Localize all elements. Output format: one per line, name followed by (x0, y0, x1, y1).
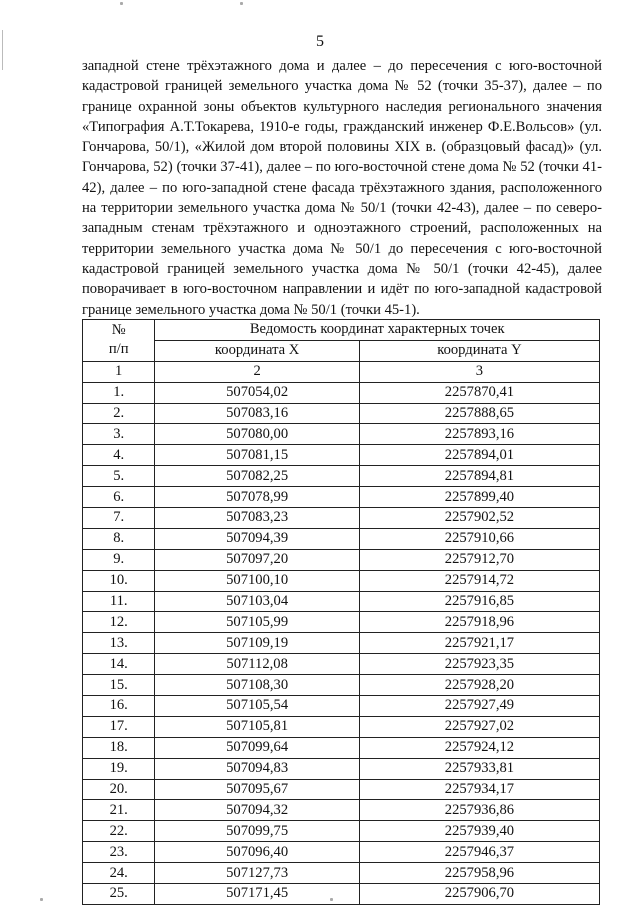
y-coordinate-cell: 2257902,52 (359, 508, 599, 529)
y-coordinate-cell: 2257912,70 (359, 549, 599, 570)
y-coordinate-cell: 2257958,96 (359, 863, 599, 884)
x-coordinate-cell: 507082,25 (155, 466, 359, 487)
x-coordinate-cell: 507099,75 (155, 821, 359, 842)
y-coordinate-cell: 2257946,37 (359, 842, 599, 863)
table-row (83, 528, 600, 549)
body-paragraph: западной стене трёхэтажного дома и далее – до пересечения с юго-восточной кадастровой границей земельного участка дома № 52 (точки 35-37), далее – по границе охранной зоны объектов культурного наследия регионального значения «Типография А.Т.Токарева, 1910-е годы, гражданский инженер Ф.Е.Вольсов» (ул. Гончарова, 50/1), «Жилой дом второй половины XIX в. (образцовый фасад)» (ул. Гончарова, 52) (точки 37-41), далее – по юго-восточной стене дома № 52 (точки 41-42), далее – по юго-западной стене фасада трёхэтажного здания, расположенного на территории земельного участка дома № 50/1 (точки 42-43), далее – по северо-западным стенам трёхэтажного и одноэтажного строений, расположенных на территории земельного участка дома № 50/1 до пересечения с юго-восточной кадастровой границей земельного участка дома № 50/1 (точки 42-45), далее поворачивает в юго-восточном направлении и идёт по юго-западной кадастровой границе земельного участка дома № 50/1 (точки 45-1). (82, 58, 602, 318)
table-row (83, 654, 600, 675)
x-coordinate-cell: 507108,30 (155, 675, 359, 696)
x-coordinate-cell: 507094,32 (155, 800, 359, 821)
x-coordinate-cell: 507109,19 (155, 633, 359, 654)
row-number-cell: 2. (83, 403, 155, 424)
y-coordinate-cell: 2257888,65 (359, 403, 599, 424)
row-number-cell: 10. (83, 570, 155, 591)
table-subheader-row (83, 340, 600, 361)
y-coordinate-cell: 2257916,85 (359, 591, 599, 612)
row-number-cell: 22. (83, 821, 155, 842)
x-coordinate-cell: 507127,73 (155, 863, 359, 884)
x-coordinate-cell: 507100,10 (155, 570, 359, 591)
number-header-line1: № (111, 322, 126, 339)
y-coordinate-cell: 2257906,70 (359, 884, 599, 905)
row-number-cell: 14. (83, 654, 155, 675)
table-row (83, 612, 600, 633)
table-row (83, 382, 600, 403)
table-row (83, 570, 600, 591)
x-coordinate-cell: 507094,39 (155, 528, 359, 549)
coordinates-table (82, 319, 600, 905)
row-number-cell: 21. (83, 800, 155, 821)
table-row (83, 800, 600, 821)
row-number-cell: 9. (83, 549, 155, 570)
y-coordinate-cell: 2257910,66 (359, 528, 599, 549)
row-number-cell: 24. (83, 863, 155, 884)
x-coordinate-cell: 507095,67 (155, 779, 359, 800)
row-number-cell: 11. (83, 591, 155, 612)
table-row (83, 716, 600, 737)
table-row (83, 487, 600, 508)
y-column-header: координата Y (359, 340, 599, 361)
row-number-cell: 19. (83, 758, 155, 779)
table-row (83, 633, 600, 654)
scan-speck (120, 2, 123, 5)
column-index-row (83, 361, 600, 382)
x-coordinate-cell: 507081,15 (155, 445, 359, 466)
x-coordinate-cell: 507105,54 (155, 696, 359, 717)
x-coordinate-cell: 507083,23 (155, 508, 359, 529)
table-row (83, 445, 600, 466)
x-coordinate-cell: 507105,81 (155, 716, 359, 737)
row-number-cell: 20. (83, 779, 155, 800)
x-coordinate-cell: 507096,40 (155, 842, 359, 863)
x-coordinate-cell: 507094,83 (155, 758, 359, 779)
y-coordinate-cell: 2257934,17 (359, 779, 599, 800)
table-row (83, 591, 600, 612)
x-column-header: координата X (155, 340, 359, 361)
y-coordinate-cell: 2257870,41 (359, 382, 599, 403)
table-body (83, 361, 600, 904)
x-coordinate-cell: 507105,99 (155, 612, 359, 633)
table-row (83, 466, 600, 487)
scan-speck (240, 2, 243, 5)
x-coordinate-cell: 507099,64 (155, 737, 359, 758)
row-number-cell: 23. (83, 842, 155, 863)
x-coordinate-cell: 507054,02 (155, 382, 359, 403)
table-row (83, 884, 600, 905)
row-number-cell: 16. (83, 696, 155, 717)
table-row (83, 675, 600, 696)
table-row (83, 737, 600, 758)
table-row (83, 863, 600, 884)
y-coordinate-cell: 2257899,40 (359, 487, 599, 508)
row-number-cell: 4. (83, 445, 155, 466)
table-row (83, 403, 600, 424)
table-row (83, 549, 600, 570)
number-header-line2: п/п (108, 341, 129, 358)
y-coordinate-cell: 2257893,16 (359, 424, 599, 445)
table-row (83, 696, 600, 717)
column-index-cell: 3 (359, 361, 599, 382)
row-number-cell: 17. (83, 716, 155, 737)
table-row (83, 508, 600, 529)
table-header-row (83, 320, 600, 341)
table-row (83, 842, 600, 863)
row-number-cell: 15. (83, 675, 155, 696)
y-coordinate-cell: 2257933,81 (359, 758, 599, 779)
row-number-cell: 7. (83, 508, 155, 529)
y-coordinate-cell: 2257914,72 (359, 570, 599, 591)
y-coordinate-cell: 2257918,96 (359, 612, 599, 633)
column-index-cell: 2 (155, 361, 359, 382)
y-coordinate-cell: 2257921,17 (359, 633, 599, 654)
x-coordinate-cell: 507083,16 (155, 403, 359, 424)
y-coordinate-cell: 2257923,35 (359, 654, 599, 675)
page-number: 5 (316, 33, 324, 50)
x-coordinate-cell: 507078,99 (155, 487, 359, 508)
row-number-cell: 1. (83, 382, 155, 403)
row-number-cell: 3. (83, 424, 155, 445)
y-coordinate-cell: 2257928,20 (359, 675, 599, 696)
table-row (83, 779, 600, 800)
y-coordinate-cell: 2257924,12 (359, 737, 599, 758)
table-row (83, 758, 600, 779)
row-number-cell: 25. (83, 884, 155, 905)
x-coordinate-cell: 507112,08 (155, 654, 359, 675)
table-row (83, 821, 600, 842)
x-coordinate-cell: 507097,20 (155, 549, 359, 570)
row-number-cell: 5. (83, 466, 155, 487)
row-number-cell: 12. (83, 612, 155, 633)
y-coordinate-cell: 2257927,02 (359, 716, 599, 737)
number-column-header (83, 320, 155, 362)
column-index-cell: 1 (83, 361, 155, 382)
row-number-cell: 13. (83, 633, 155, 654)
table-row (83, 424, 600, 445)
scan-speck (40, 898, 43, 901)
y-coordinate-cell: 2257894,01 (359, 445, 599, 466)
y-coordinate-cell: 2257939,40 (359, 821, 599, 842)
row-number-cell: 6. (83, 487, 155, 508)
row-number-cell: 8. (83, 528, 155, 549)
y-coordinate-cell: 2257936,86 (359, 800, 599, 821)
y-coordinate-cell: 2257927,49 (359, 696, 599, 717)
x-coordinate-cell: 507080,00 (155, 424, 359, 445)
x-coordinate-cell: 507103,04 (155, 591, 359, 612)
table-title: Ведомость координат характерных точек (155, 320, 600, 341)
y-coordinate-cell: 2257894,81 (359, 466, 599, 487)
x-coordinate-cell: 507171,45 (155, 884, 359, 905)
row-number-cell: 18. (83, 737, 155, 758)
